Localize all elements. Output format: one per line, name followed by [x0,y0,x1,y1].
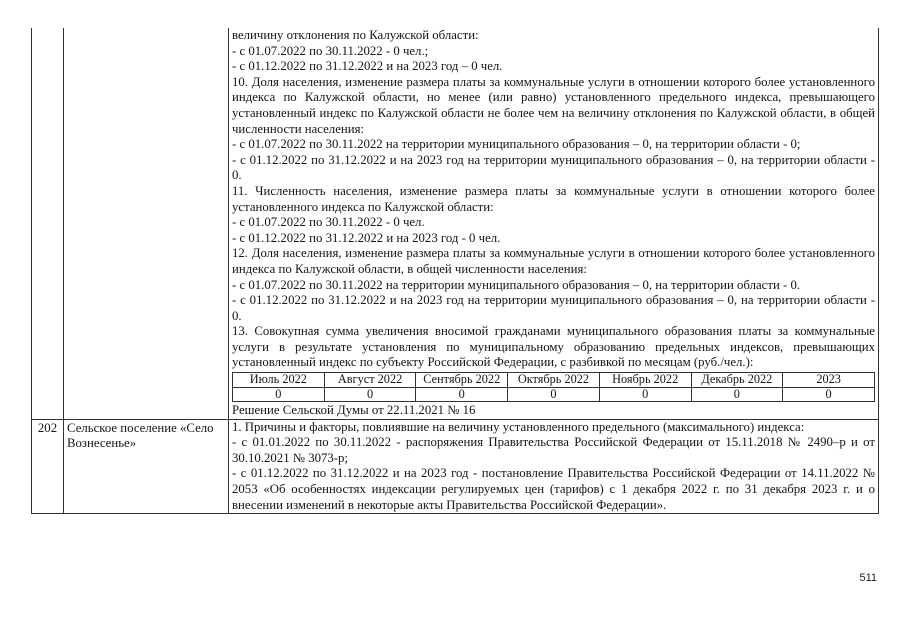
paragraph: 10. Доля населения, изменение размера платы за коммунальные услуги в отношении которого более установленного индекса по Калужской области, но менее (или равно) установленного предельного индекса, превышающего установленный индекс по Калужской области не более чем на величину отклонения по Калужской области, в общей численности населения: [232,74,875,136]
month-header: Август 2022 [324,373,416,388]
month-header: Ноябрь 2022 [599,373,691,388]
table-row-continued [32,28,879,419]
document-table [31,28,879,514]
settlement-name: Сельское поселение «Село Вознесенье» [64,419,229,514]
paragraph: - с 01.12.2022 по 31.12.2022 и на 2023 год - постановление Правительства Российской Федерации от 14.11.2022 № 2053 «Об особенностях индексации регулируемых цен (тарифов) с 1 декабря 2022 г. по 31 декабря 2023 г. и о внесении изменений в некоторые акты Правительства Российской Федерации». [232,466,875,512]
month-value: 0 [508,387,600,402]
number-cell-empty [32,28,64,419]
paragraph: - с 01.07.2022 по 30.11.2022 на территории муниципального образования – 0, на территории области - 0. [232,277,801,292]
monthly-sum-table [232,372,875,402]
month-value: 0 [691,387,783,402]
name-cell-empty [64,28,229,419]
paragraph: 12. Доля населения, изменение размера платы за коммунальные услуги в отношении которого более установленного индекса по Калужской области, в общей численности населения: [232,246,875,276]
month-value: 0 [599,387,691,402]
table-row-202 [32,419,879,514]
month-header: Октябрь 2022 [508,373,600,388]
paragraph: - с 01.12.2022 по 31.12.2022 и на 2023 год на территории муниципального образования – 0, на территории области - 0. [232,152,875,183]
page-number: 511 [859,572,877,584]
paragraph: - с 01.07.2022 по 30.11.2022 - 0 чел. [232,215,425,230]
months-value-row [233,387,875,402]
decision-reference: Решение Сельской Думы от 22.11.2021 № 16 [232,403,476,418]
paragraph: 1. Причины и факторы, повлиявшие на величину установленного предельного (максимального) индекса: [232,419,805,434]
month-header: 2023 [783,373,875,388]
paragraph: - с 01.01.2022 по 30.11.2022 - распоряжения Правительства Российской Федерации от 15.11.2018 № 2490–р и от 30.10.2021 № 3073-р; [232,435,875,465]
paragraph: 11. Численность населения, изменение размера платы за коммунальные услуги в отношении которого более установленного индекса по Калужской области: [232,183,875,214]
content-cell [229,419,879,514]
month-value: 0 [783,387,875,402]
month-value: 0 [416,387,508,402]
paragraph: - с 01.12.2022 по 31.12.2022 и на 2023 год - 0 чел. [232,230,501,245]
row-number: 202 [32,419,64,514]
paragraph: - с 01.12.2022 по 31.12.2022 и на 2023 год на территории муниципального образования – 0, на территории области - 0. [232,293,875,323]
paragraph: - с 01.07.2022 по 30.11.2022 на территории муниципального образования – 0, на территории области - 0; [232,137,801,152]
month-header: Сентябрь 2022 [416,373,508,388]
content-cell [229,28,879,419]
month-value: 0 [324,387,416,402]
month-header: Декабрь 2022 [691,373,783,388]
month-value: 0 [233,387,325,402]
paragraph: величину отклонения по Калужской области: [232,28,479,42]
paragraph: - с 01.07.2022 по 30.11.2022 - 0 чел.; [232,43,429,58]
paragraph: - с 01.12.2022 по 31.12.2022 и на 2023 год – 0 чел. [232,59,503,74]
month-header: Июль 2022 [233,373,325,388]
months-header-row [233,373,875,388]
paragraph: 13. Совокупная сумма увеличения вносимой гражданами муниципального образования платы за коммунальные услуги в результате установления по муниципальному образованию предельных индексов, превышающих установленный индекс по субъекту Российской Федерации, с разбивкой по месяцам (руб./чел.): [232,324,875,370]
